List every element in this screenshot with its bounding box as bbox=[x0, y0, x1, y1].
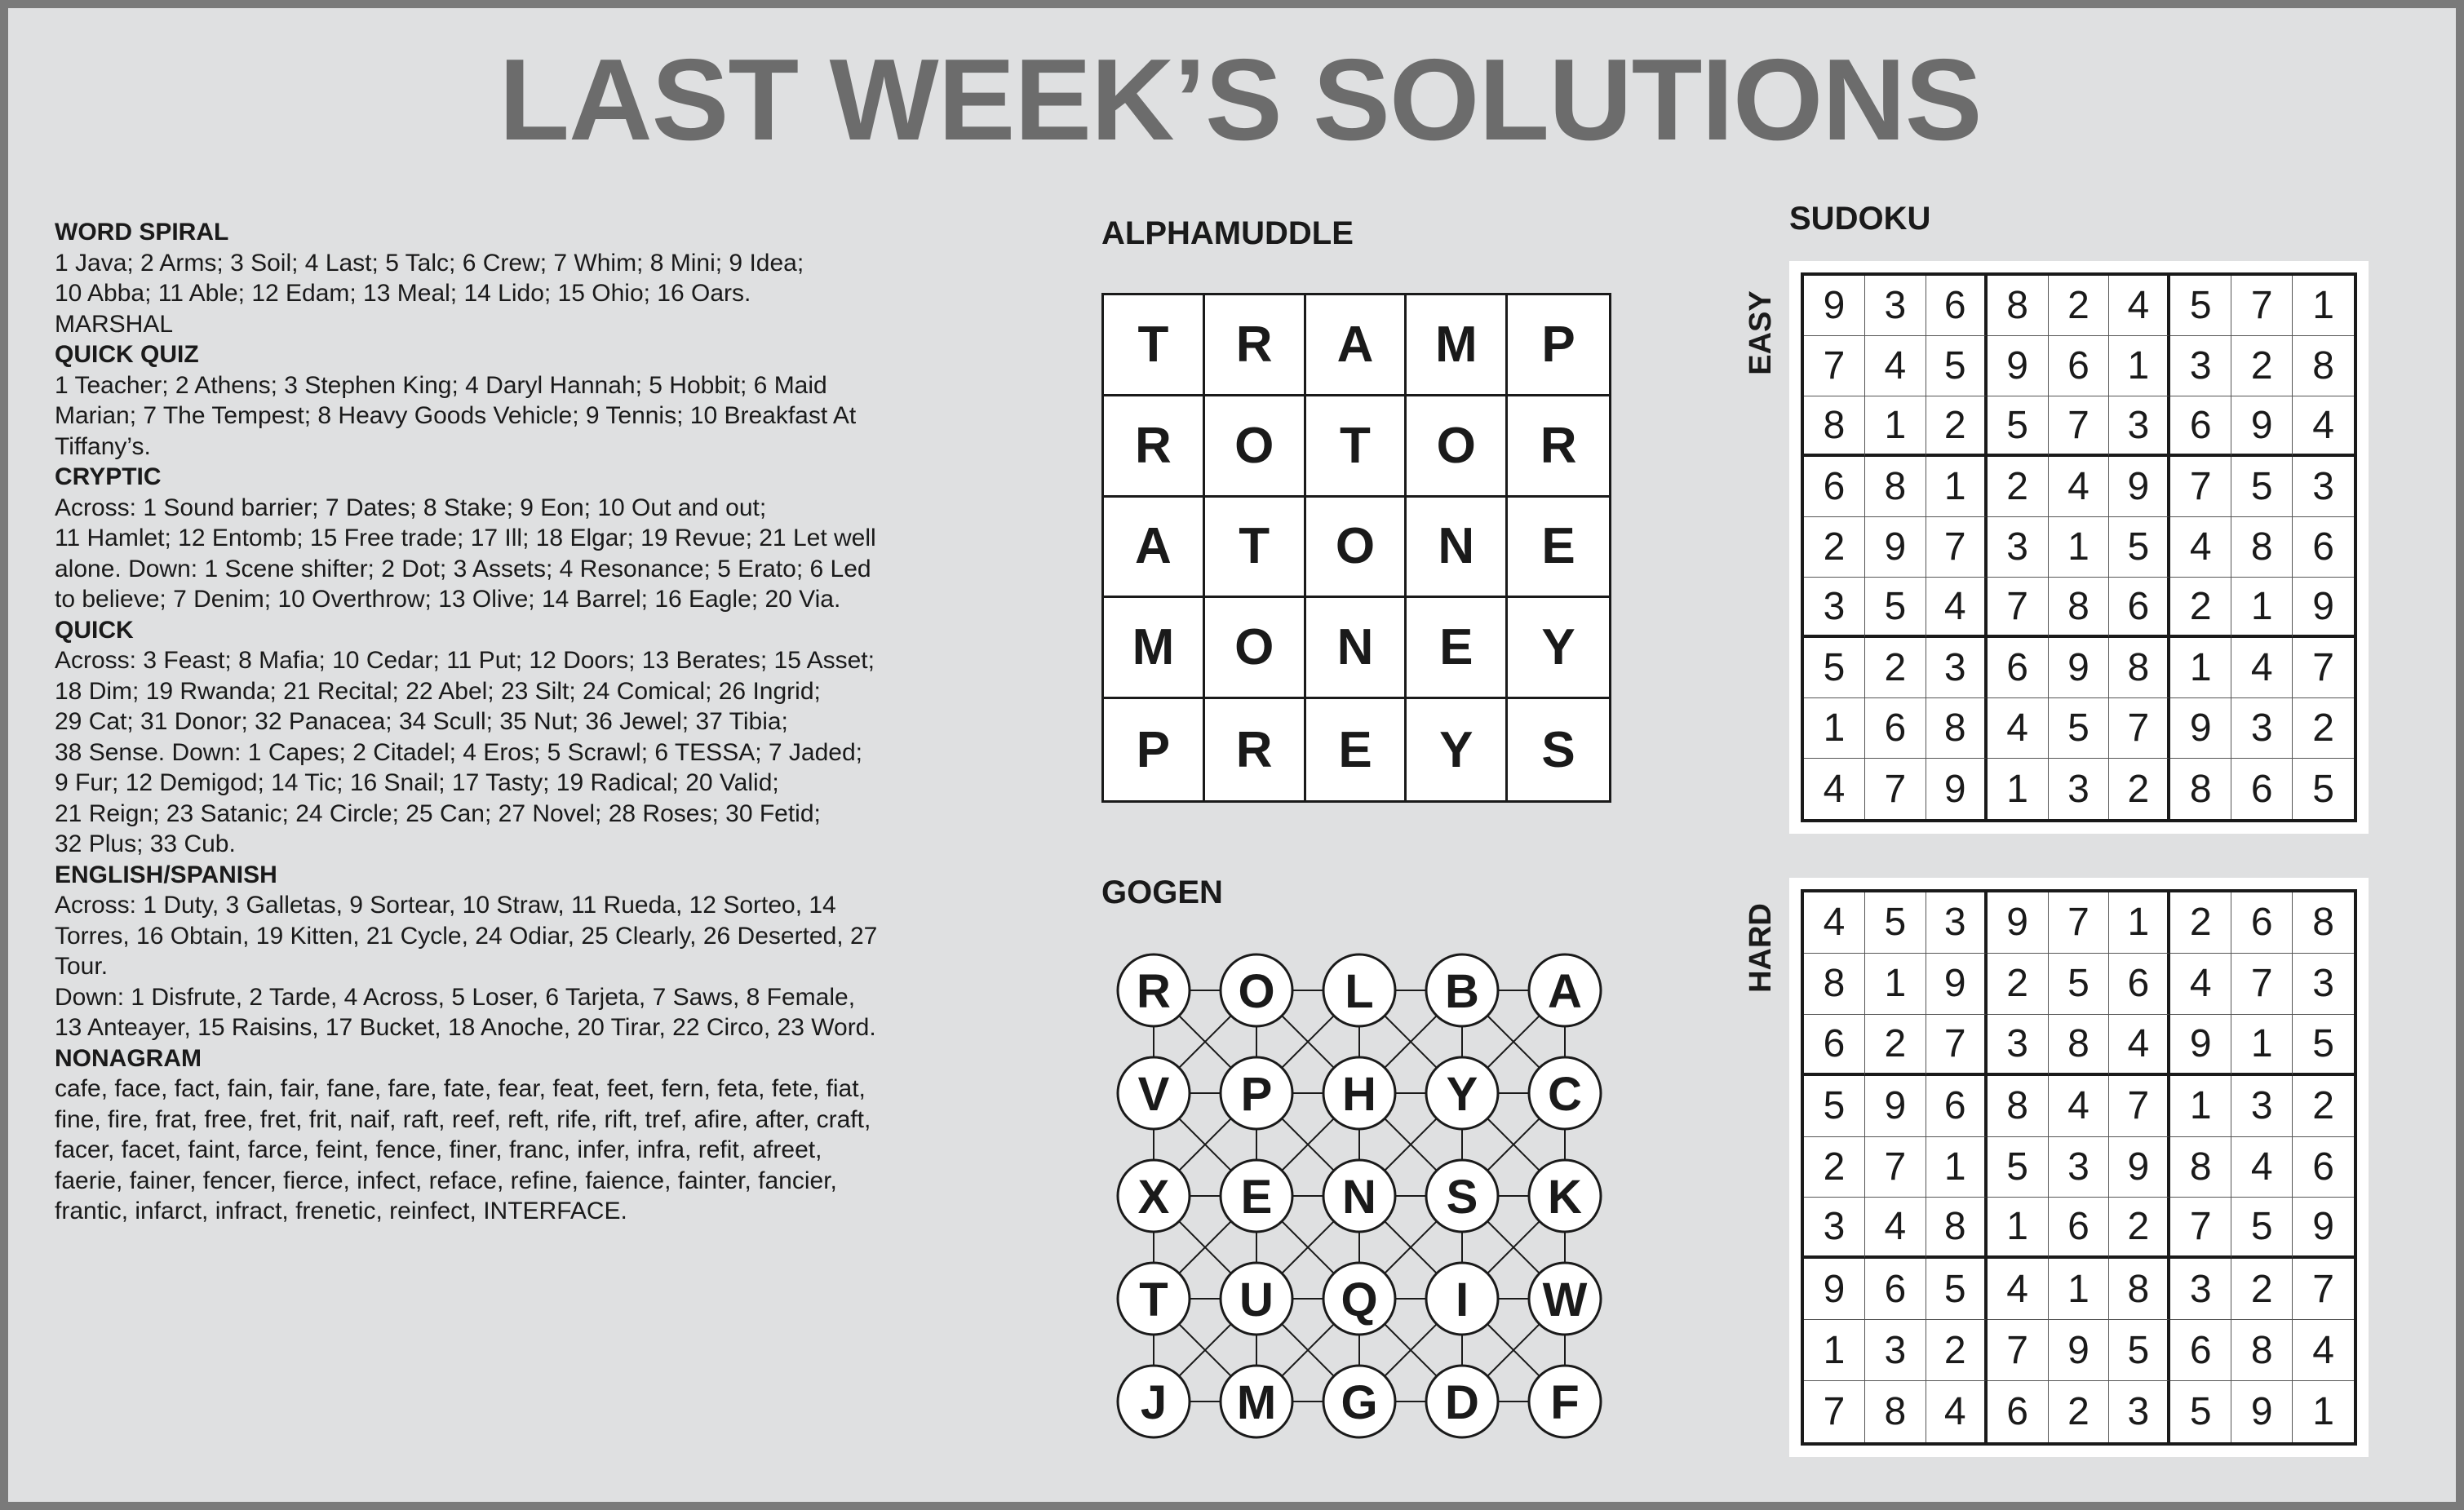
sudoku-hard-cell: 3 bbox=[2049, 1137, 2110, 1198]
sudoku-hard-cell: 8 bbox=[1865, 1381, 1926, 1442]
alphamuddle-cell: O bbox=[1407, 396, 1508, 498]
sudoku-easy-cell: 7 bbox=[2109, 698, 2170, 759]
sudoku-easy-cell: 8 bbox=[2049, 578, 2110, 638]
sudoku-hard-cell: 7 bbox=[2049, 892, 2110, 954]
solution-heading: QUICK bbox=[55, 616, 134, 644]
sudoku-hard-cell: 4 bbox=[1804, 892, 1865, 954]
sudoku-easy-cell: 7 bbox=[2231, 276, 2293, 336]
sudoku-hard-cell: 1 bbox=[2109, 892, 2170, 954]
sudoku-hard-cell: 5 bbox=[1865, 892, 1926, 954]
sudoku-easy-cell: 5 bbox=[1926, 336, 1988, 396]
alphamuddle-cell: O bbox=[1205, 598, 1306, 699]
sudoku-easy-cell: 5 bbox=[2170, 276, 2231, 336]
sudoku-easy-panel bbox=[1789, 261, 2369, 834]
sudoku-easy-cell: 3 bbox=[2231, 698, 2293, 759]
alphamuddle-cell: M bbox=[1104, 598, 1205, 699]
sudoku-hard-cell: 1 bbox=[1804, 1320, 1865, 1381]
sudoku-easy-cell: 4 bbox=[1804, 759, 1865, 819]
gogen-letter: I bbox=[1455, 1273, 1469, 1326]
sudoku-label: SUDOKU bbox=[1789, 201, 1931, 237]
sudoku-hard-cell: 4 bbox=[1988, 1259, 2049, 1320]
sudoku-hard-cell: 6 bbox=[2170, 1320, 2231, 1381]
gogen-letter: P bbox=[1240, 1068, 1273, 1121]
solution-line: 18 Dim; 19 Rwanda; 21 Recital; 22 Abel; 23 Silt; 24 Comical; 26 Ingrid; bbox=[55, 677, 821, 705]
gogen-letter: E bbox=[1240, 1171, 1273, 1224]
solution-line: Down: 1 Disfrute, 2 Tarde, 4 Across, 5 Loser, 6 Tarjeta, 7 Saws, 8 Female, bbox=[55, 983, 856, 1011]
sudoku-easy-cell: 5 bbox=[2049, 698, 2110, 759]
sudoku-easy-cell: 6 bbox=[1988, 638, 2049, 698]
sudoku-hard-cell: 8 bbox=[1988, 1076, 2049, 1137]
sudoku-easy-cell: 4 bbox=[2170, 517, 2231, 578]
sudoku-easy-cell: 7 bbox=[2049, 396, 2110, 457]
alphamuddle-cell: A bbox=[1306, 295, 1407, 396]
gogen-letter: H bbox=[1342, 1068, 1376, 1121]
sudoku-easy-cell: 8 bbox=[2231, 517, 2293, 578]
sudoku-easy-cell: 4 bbox=[2231, 638, 2293, 698]
sudoku-easy-cell: 4 bbox=[1988, 698, 2049, 759]
alphamuddle-cell: S bbox=[1541, 721, 1575, 778]
sudoku-easy-cell: 9 bbox=[2293, 578, 2354, 638]
sudoku-easy-cell: 8 bbox=[1865, 457, 1926, 517]
alphamuddle-cell: E bbox=[1508, 498, 1609, 599]
solution-line: 29 Cat; 31 Donor; 32 Panacea; 34 Scull; 35 Nut; 36 Jewel; 37 Tibia; bbox=[55, 708, 788, 735]
sudoku-easy-cell: 7 bbox=[1988, 578, 2049, 638]
sudoku-easy-cell: 6 bbox=[2170, 396, 2231, 457]
sudoku-hard-cell: 2 bbox=[1804, 1137, 1865, 1198]
sudoku-hard-grid bbox=[1801, 889, 2357, 1446]
sudoku-easy-cell: 1 bbox=[1926, 457, 1988, 517]
sudoku-easy-cell: 9 bbox=[1926, 759, 1988, 819]
sudoku-hard-cell: 2 bbox=[2231, 1259, 2293, 1320]
alphamuddle-cell: T bbox=[1205, 498, 1306, 599]
sudoku-hard-cell: 5 bbox=[2170, 1381, 2231, 1442]
sudoku-hard-cell: 2 bbox=[1988, 954, 2049, 1015]
gogen-letter: S bbox=[1446, 1171, 1478, 1224]
sudoku-easy-cell: 4 bbox=[2049, 457, 2110, 517]
sudoku-easy-cell: 1 bbox=[1804, 698, 1865, 759]
sudoku-hard-cell: 9 bbox=[1865, 1076, 1926, 1137]
sudoku-easy-cell: 3 bbox=[2109, 396, 2170, 457]
sudoku-hard-cell: 8 bbox=[2049, 1015, 2110, 1076]
sudoku-easy-cell: 1 bbox=[1865, 396, 1926, 457]
alphamuddle-cell: N bbox=[1306, 598, 1407, 699]
alphamuddle-cell: P bbox=[1508, 295, 1609, 396]
sudoku-hard-cell: 5 bbox=[1988, 1137, 2049, 1198]
sudoku-easy-cell: 7 bbox=[1804, 336, 1865, 396]
sudoku-easy-grid bbox=[1801, 272, 2357, 822]
alphamuddle-cell: R bbox=[1205, 295, 1306, 396]
sudoku-hard-cell: 8 bbox=[1926, 1198, 1988, 1259]
solution-line: to believe; 7 Denim; 10 Overthrow; 13 Olive; 14 Barrel; 16 Eagle; 20 Via. bbox=[55, 586, 841, 613]
sudoku-easy-cell: 8 bbox=[2170, 759, 2231, 819]
gogen-letter: Y bbox=[1446, 1068, 1478, 1121]
sudoku-easy-cell: 6 bbox=[2049, 336, 2110, 396]
solution-line: 21 Reign; 23 Satanic; 24 Circle; 25 Can; 27 Novel; 28 Roses; 30 Fetid; bbox=[55, 799, 821, 827]
sudoku-hard-cell: 9 bbox=[1804, 1259, 1865, 1320]
solution-line: 1 Java; 2 Arms; 3 Soil; 4 Last; 5 Talc; 6 Crew; 7 Whim; 8 Mini; 9 Idea; bbox=[55, 249, 804, 277]
alphamuddle-cell: E bbox=[1407, 598, 1508, 699]
sudoku-easy-cell: 5 bbox=[2109, 517, 2170, 578]
gogen-letter: O bbox=[1238, 965, 1275, 1018]
sudoku-hard-cell: 5 bbox=[2109, 1320, 2170, 1381]
sudoku-easy-cell: 2 bbox=[2293, 698, 2354, 759]
sudoku-hard-cell: 1 bbox=[2049, 1259, 2110, 1320]
solution-heading: CRYPTIC bbox=[55, 463, 162, 490]
sudoku-easy-cell: 8 bbox=[1988, 276, 2049, 336]
sudoku-hard-cell: 8 bbox=[1804, 954, 1865, 1015]
sudoku-easy-cell: 5 bbox=[1865, 578, 1926, 638]
sudoku-hard-cell: 3 bbox=[2231, 1076, 2293, 1137]
sudoku-hard-cell: 7 bbox=[1865, 1137, 1926, 1198]
sudoku-easy-cell: 2 bbox=[2049, 276, 2110, 336]
sudoku-hard-cell: 8 bbox=[2293, 892, 2354, 954]
sudoku-hard-cell: 9 bbox=[1926, 954, 1988, 1015]
sudoku-hard-cell: 4 bbox=[2049, 1076, 2110, 1137]
sudoku-easy-cell: 9 bbox=[1988, 336, 2049, 396]
solution-line: 1 Teacher; 2 Athens; 3 Stephen King; 4 Daryl Hannah; 5 Hobbit; 6 Maid bbox=[55, 371, 827, 399]
solution-line: 10 Abba; 11 Able; 12 Edam; 13 Meal; 14 Lido; 15 Ohio; 16 Oars. bbox=[55, 280, 751, 307]
solution-line: MARSHAL bbox=[55, 310, 174, 338]
sudoku-easy-cell: 6 bbox=[1804, 457, 1865, 517]
sudoku-easy-cell: 9 bbox=[2109, 457, 2170, 517]
sudoku-easy-cell: 3 bbox=[1926, 638, 1988, 698]
gogen-grid bbox=[1101, 938, 1624, 1460]
sudoku-easy-cell: 1 bbox=[2293, 276, 2354, 336]
sudoku-easy-cell: 2 bbox=[1926, 396, 1988, 457]
sudoku-hard-cell: 9 bbox=[1988, 892, 2049, 954]
sudoku-easy-cell: 9 bbox=[2231, 396, 2293, 457]
gogen-letter: D bbox=[1445, 1376, 1479, 1429]
sudoku-hard-cell: 4 bbox=[2231, 1137, 2293, 1198]
sudoku-hard-cell: 1 bbox=[1926, 1137, 1988, 1198]
sudoku-hard-cell: 2 bbox=[1926, 1320, 1988, 1381]
sudoku-easy-cell: 4 bbox=[1926, 578, 1988, 638]
sudoku-hard-cell: 7 bbox=[2170, 1198, 2231, 1259]
solution-heading: WORD SPIRAL bbox=[55, 219, 229, 246]
sudoku-easy-cell: 7 bbox=[1865, 759, 1926, 819]
sudoku-easy-cell: 9 bbox=[2049, 638, 2110, 698]
alphamuddle-cell: R bbox=[1104, 396, 1205, 498]
sudoku-easy-cell: 2 bbox=[2109, 759, 2170, 819]
sudoku-hard-cell: 5 bbox=[2231, 1198, 2293, 1259]
gogen-letter: V bbox=[1137, 1068, 1170, 1121]
sudoku-hard-cell: 7 bbox=[2109, 1076, 2170, 1137]
solution-line: 11 Hamlet; 12 Entomb; 15 Free trade; 17 Ill; 18 Elgar; 19 Revue; 21 Let well bbox=[55, 525, 876, 551]
sudoku-easy-cell: 3 bbox=[1988, 517, 2049, 578]
sudoku-hard-cell: 1 bbox=[2312, 1390, 2334, 1434]
gogen-letter: W bbox=[1542, 1273, 1588, 1326]
sudoku-easy-cell: 2 bbox=[1865, 638, 1926, 698]
solution-heading: ENGLISH/SPANISH bbox=[55, 861, 277, 888]
sudoku-hard-cell: 5 bbox=[1804, 1076, 1865, 1137]
solution-heading: QUICK QUIZ bbox=[55, 341, 199, 368]
gogen-letter: C bbox=[1548, 1068, 1582, 1121]
sudoku-hard-cell: 1 bbox=[1988, 1198, 2049, 1259]
alphamuddle-cell: Y bbox=[1407, 699, 1508, 800]
sudoku-hard-cell: 3 bbox=[1926, 892, 1988, 954]
sudoku-hard-cell: 4 bbox=[2170, 954, 2231, 1015]
sudoku-easy-cell: 9 bbox=[2170, 698, 2231, 759]
sudoku-easy-cell: 9 bbox=[1804, 276, 1865, 336]
alphamuddle-cell: M bbox=[1407, 295, 1508, 396]
solution-line: fine, fire, frat, free, fret, frit, naif, raft, reef, reft, rife, rift, tref, afire, after, craft, bbox=[55, 1105, 871, 1133]
sudoku-hard-cell: 7 bbox=[1988, 1320, 2049, 1381]
solution-line: Torres, 16 Obtain, 19 Kitten, 21 Cycle, 24 Odiar, 25 Clearly, 26 Deserted, 27 bbox=[55, 922, 878, 950]
solution-line: Across: 1 Duty, 3 Galletas, 9 Sortear, 10 Straw, 11 Rueda, 12 Sorteo, 14 bbox=[55, 892, 836, 919]
page-title: LAST WEEK’S SOLUTIONS bbox=[499, 35, 1982, 165]
solution-line: Tiffany’s. bbox=[55, 432, 151, 460]
alphamuddle-label: ALPHAMUDDLE bbox=[1101, 215, 1354, 251]
sudoku-easy-cell: 5 bbox=[2312, 767, 2334, 811]
sudoku-hard-cell: 3 bbox=[2109, 1381, 2170, 1442]
sudoku-hard-cell: 9 bbox=[2170, 1015, 2231, 1076]
solution-line: cafe, face, fact, fain, fair, fane, fare, fate, fear, feat, feet, fern, feta, fete, fiat, bbox=[55, 1075, 866, 1102]
sudoku-hard-cell: 6 bbox=[1988, 1381, 2049, 1442]
sudoku-hard-cell: 7 bbox=[2231, 954, 2293, 1015]
sudoku-hard-cell: 3 bbox=[1804, 1198, 1865, 1259]
sudoku-easy-cell: 3 bbox=[2293, 457, 2354, 517]
sudoku-hard-cell: 3 bbox=[2293, 954, 2354, 1015]
alphamuddle-cell: P bbox=[1104, 699, 1205, 800]
gogen-letter: X bbox=[1137, 1171, 1170, 1224]
sudoku-hard-cell: 2 bbox=[2109, 1198, 2170, 1259]
sudoku-easy-cell: 2 bbox=[2231, 336, 2293, 396]
sudoku-easy-cell: 6 bbox=[2231, 759, 2293, 819]
gogen-letter: R bbox=[1137, 965, 1171, 1018]
gogen-letter: N bbox=[1342, 1171, 1376, 1224]
solution-line: frantic, infarct, infract, frenetic, reinfect, INTERFACE. bbox=[55, 1198, 627, 1224]
sudoku-hard-cell: 1 bbox=[2231, 1015, 2293, 1076]
sudoku-easy-cell: 4 bbox=[2293, 396, 2354, 457]
sudoku-easy-cell: 1 bbox=[2109, 336, 2170, 396]
solution-line: 13 Anteayer, 15 Raisins, 17 Bucket, 18 Anoche, 20 Tirar, 22 Circo, 23 Word. bbox=[55, 1014, 876, 1041]
sudoku-easy-cell: 1 bbox=[2049, 517, 2110, 578]
sudoku-hard-cell: 5 bbox=[2049, 954, 2110, 1015]
sudoku-hard-cell: 3 bbox=[1988, 1015, 2049, 1076]
sudoku-easy-cell: 5 bbox=[1804, 638, 1865, 698]
alphamuddle-cell: N bbox=[1407, 498, 1508, 599]
solution-line: 38 Sense. Down: 1 Capes; 2 Citadel; 4 Eros; 5 Scrawl; 6 TESSA; 7 Jaded; bbox=[55, 738, 862, 766]
sudoku-hard-cell: 9 bbox=[2293, 1198, 2354, 1259]
solution-heading: NONAGRAM bbox=[55, 1044, 202, 1072]
sudoku-easy-cell: 8 bbox=[1926, 698, 1988, 759]
sudoku-easy-cell: 2 bbox=[1988, 457, 2049, 517]
sudoku-hard-cell: 6 bbox=[1865, 1259, 1926, 1320]
gogen-letter: Q bbox=[1341, 1273, 1378, 1326]
alphamuddle-cell: R bbox=[1508, 396, 1609, 498]
sudoku-hard-cell: 9 bbox=[2049, 1320, 2110, 1381]
sudoku-easy-cell: 3 bbox=[2049, 759, 2110, 819]
sudoku-hard-cell: 3 bbox=[1865, 1320, 1926, 1381]
sudoku-easy-cell: 1 bbox=[1988, 759, 2049, 819]
solution-line: Tour. bbox=[55, 953, 109, 980]
sudoku-easy-cell: 8 bbox=[1804, 396, 1865, 457]
solution-line: 9 Fur; 12 Demigod; 14 Tic; 16 Snail; 17 Tasty; 19 Radical; 20 Valid; bbox=[55, 769, 779, 796]
sudoku-hard-cell: 6 bbox=[2049, 1198, 2110, 1259]
sudoku-hard-cell: 4 bbox=[2293, 1320, 2354, 1381]
gogen-letter: F bbox=[1550, 1376, 1580, 1429]
sudoku-easy-cell: 3 bbox=[2170, 336, 2231, 396]
sudoku-hard-cell: 5 bbox=[1926, 1259, 1988, 1320]
sudoku-hard-cell: 3 bbox=[2170, 1259, 2231, 1320]
solution-line: alone. Down: 1 Scene shifter; 2 Dot; 3 Assets; 4 Resonance; 5 Erato; 6 Led bbox=[55, 555, 871, 582]
alphamuddle-cell: T bbox=[1104, 295, 1205, 396]
gogen-letter: L bbox=[1345, 965, 1374, 1018]
sudoku-hard-cell: 8 bbox=[2170, 1137, 2231, 1198]
sudoku-easy-cell: 1 bbox=[2170, 638, 2231, 698]
sudoku-easy-cell: 6 bbox=[2293, 517, 2354, 578]
sudoku-hard-cell: 5 bbox=[2293, 1015, 2354, 1076]
sudoku-easy-cell: 5 bbox=[1988, 396, 2049, 457]
sudoku-hard-cell: 6 bbox=[2293, 1137, 2354, 1198]
sudoku-hard-cell: 2 bbox=[2170, 892, 2231, 954]
sudoku-hard-panel bbox=[1789, 878, 2369, 1457]
sudoku-easy-cell: 7 bbox=[2293, 638, 2354, 698]
gogen-letter: B bbox=[1445, 965, 1479, 1018]
alphamuddle-cell: O bbox=[1205, 396, 1306, 498]
sudoku-hard-cell: 8 bbox=[2231, 1320, 2293, 1381]
alphamuddle-cell: Y bbox=[1508, 598, 1609, 699]
sudoku-easy-cell: 6 bbox=[1926, 276, 1988, 336]
sudoku-hard-cell: 6 bbox=[1804, 1015, 1865, 1076]
sudoku-easy-cell: 3 bbox=[1804, 578, 1865, 638]
alphamuddle-grid bbox=[1101, 293, 1611, 803]
gogen-letter: M bbox=[1236, 1376, 1277, 1429]
sudoku-easy-label: EASY bbox=[1744, 290, 1778, 375]
alphamuddle-cell: A bbox=[1104, 498, 1205, 599]
solution-line: Across: 1 Sound barrier; 7 Dates; 8 Stake; 9 Eon; 10 Out and out; bbox=[55, 494, 767, 521]
sudoku-hard-cell: 1 bbox=[1865, 954, 1926, 1015]
solution-line: faerie, fainer, fencer, fierce, infect, reface, refine, faience, fainter, fancier, bbox=[55, 1167, 837, 1194]
solutions-text-column bbox=[55, 217, 1034, 1227]
gogen-letter: J bbox=[1140, 1376, 1168, 1429]
sudoku-hard-cell: 2 bbox=[2293, 1076, 2354, 1137]
gogen-letter: K bbox=[1548, 1171, 1582, 1224]
alphamuddle-cell: R bbox=[1205, 699, 1306, 800]
sudoku-hard-cell: 7 bbox=[1804, 1381, 1865, 1442]
sudoku-easy-cell: 6 bbox=[2109, 578, 2170, 638]
sudoku-hard-cell: 6 bbox=[1926, 1076, 1988, 1137]
sudoku-hard-cell: 8 bbox=[2109, 1259, 2170, 1320]
sudoku-hard-cell: 4 bbox=[2109, 1015, 2170, 1076]
sudoku-hard-cell: 4 bbox=[1865, 1198, 1926, 1259]
sudoku-hard-cell: 9 bbox=[2109, 1137, 2170, 1198]
sudoku-hard-cell: 6 bbox=[2231, 892, 2293, 954]
gogen-letter: G bbox=[1341, 1376, 1378, 1429]
sudoku-hard-cell: 4 bbox=[1926, 1381, 1988, 1442]
sudoku-hard-cell: 7 bbox=[1926, 1015, 1988, 1076]
sudoku-hard-cell: 9 bbox=[2231, 1381, 2293, 1442]
sudoku-easy-cell: 8 bbox=[2293, 336, 2354, 396]
sudoku-easy-cell: 5 bbox=[2231, 457, 2293, 517]
sudoku-easy-cell: 3 bbox=[1865, 276, 1926, 336]
alphamuddle-cell: O bbox=[1306, 498, 1407, 599]
sudoku-easy-cell: 7 bbox=[2170, 457, 2231, 517]
sudoku-easy-cell: 9 bbox=[1865, 517, 1926, 578]
gogen-letter: T bbox=[1139, 1273, 1168, 1326]
solution-line: Across: 3 Feast; 8 Mafia; 10 Cedar; 11 Put; 12 Doors; 13 Berates; 15 Asset; bbox=[55, 647, 875, 674]
gogen-label: GOGEN bbox=[1101, 875, 1223, 910]
sudoku-easy-cell: 4 bbox=[2109, 276, 2170, 336]
gogen-letter: U bbox=[1239, 1273, 1274, 1326]
sudoku-hard-cell: 6 bbox=[2109, 954, 2170, 1015]
sudoku-easy-cell: 4 bbox=[1865, 336, 1926, 396]
alphamuddle-cell: T bbox=[1306, 396, 1407, 498]
sudoku-hard-label: HARD bbox=[1744, 903, 1778, 993]
solution-line: facer, facet, faint, farce, feint, fence, finer, franc, infer, infra, refit, afreet, bbox=[55, 1136, 822, 1163]
sudoku-easy-cell: 7 bbox=[1926, 517, 1988, 578]
sudoku-easy-cell: 2 bbox=[2170, 578, 2231, 638]
sudoku-hard-cell: 1 bbox=[2170, 1076, 2231, 1137]
sudoku-easy-cell: 8 bbox=[2109, 638, 2170, 698]
sudoku-easy-cell: 6 bbox=[1865, 698, 1926, 759]
sudoku-easy-cell: 2 bbox=[1804, 517, 1865, 578]
alphamuddle-cell: E bbox=[1306, 699, 1407, 800]
sudoku-hard-cell: 2 bbox=[2049, 1381, 2110, 1442]
solution-line: Marian; 7 The Tempest; 8 Heavy Goods Vehicle; 9 Tennis; 10 Breakfast At bbox=[55, 402, 857, 429]
sudoku-easy-cell: 1 bbox=[2231, 578, 2293, 638]
sudoku-hard-cell: 7 bbox=[2293, 1259, 2354, 1320]
sudoku-hard-cell: 2 bbox=[1865, 1015, 1926, 1076]
gogen-letter: A bbox=[1548, 965, 1582, 1018]
solution-line: 32 Plus; 33 Cub. bbox=[55, 830, 236, 857]
